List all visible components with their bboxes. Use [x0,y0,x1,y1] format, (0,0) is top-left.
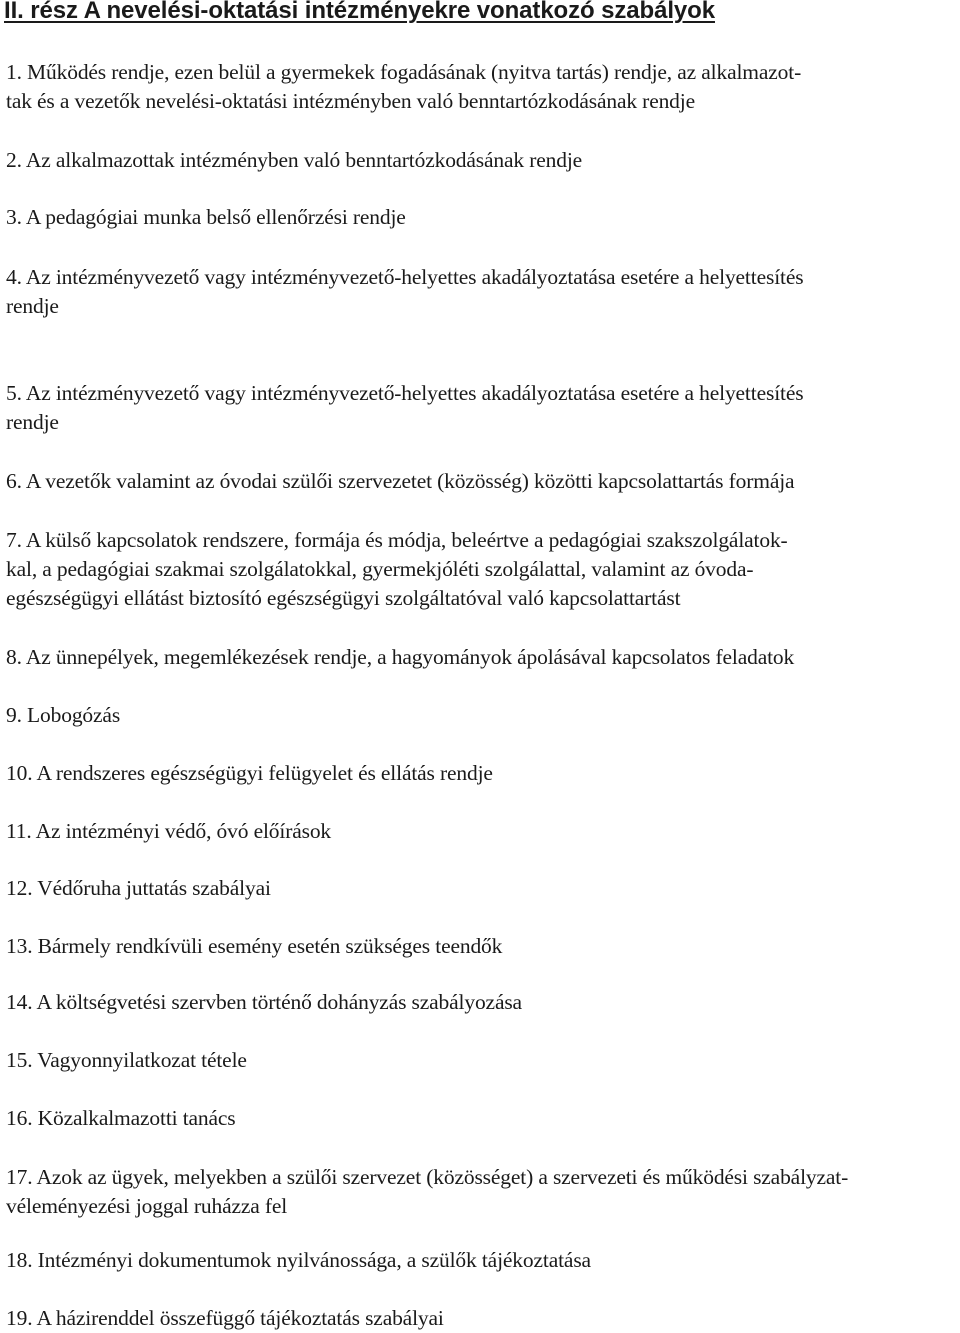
list-item-14 [6,988,522,1017]
item-4-line-2: rendje [6,294,59,318]
list-item-2 [6,146,582,175]
list-item-13 [6,932,502,961]
list-item-4 [6,263,803,321]
list-item-8 [6,643,794,672]
item-3-line-1: 3. A pedagógiai munka belső ellenőrzési rendje [6,205,406,229]
item-4-line-1: 4. Az intézményvezető vagy intézményvezető-helyettes akadályoztatása esetére a helyettesítés [6,265,804,289]
list-item-19 [6,1304,444,1333]
item-12-line-1: 12. Védőruha juttatás szabályai [6,876,271,900]
section-title: II. rész A nevelési-oktatási intézményekre vonatkozó szabályok [4,0,715,24]
item-6-line-1: 6. A vezetők valamint az óvodai szülői szervezetet (közösség) közötti kapcsolattartás formája [6,469,795,493]
item-7-line-1: 7. A külső kapcsolatok rendszere, formája és módja, beleértve a pedagógiai szakszolgálatok- [6,528,788,552]
list-item-17 [6,1163,848,1221]
list-item-3 [6,203,406,232]
item-1-line-2: tak és a vezetők nevelési-oktatási intézményben való benntartózkodásának rendje [6,89,696,113]
item-18-line-1: 18. Intézményi dokumentumok nyilvánossága, a szülők tájékoztatása [6,1248,591,1272]
item-7-line-2: kal, a pedagógiai szakmai szolgálatokkal, gyermekjóléti szolgálattal, valamint az óvoda- [6,557,754,581]
item-2-line-1: 2. Az alkalmazottak intézményben való benntartózkodásának rendje [6,148,583,172]
list-item-9 [6,701,120,730]
item-7-line-3: egészségügyi ellátást biztosító egészségügyi szolgáltatóval való kapcsolattartást [6,586,681,610]
list-item-16 [6,1104,236,1133]
item-5-line-1: 5. Az intézményvezető vagy intézményvezető-helyettes akadályoztatása esetére a helyettesítés [6,381,804,405]
list-item-5 [6,379,803,437]
list-item-15 [6,1046,247,1075]
item-16-line-1: 16. Közalkalmazotti tanács [6,1106,236,1130]
item-8-line-1: 8. Az ünnepélyek, megemlékezések rendje, a hagyományok ápolásával kapcsolatos feladatok [6,645,795,669]
item-14-line-1: 14. A költségvetési szervben történő dohányzás szabályozása [6,990,522,1014]
list-item-11 [6,817,331,846]
list-item-18 [6,1246,591,1275]
item-9-line-1: 9. Lobogózás [6,703,121,727]
list-item-10 [6,759,493,788]
list-item-1 [6,58,801,116]
item-11-line-1: 11. Az intézményi védő, óvó előírások [6,819,332,843]
item-13-line-1: 13. Bármely rendkívüli esemény esetén szükséges teendők [6,934,503,958]
list-item-12 [6,874,271,903]
item-19-line-1: 19. A házirenddel összefüggő tájékoztatás szabályai [6,1306,444,1330]
item-15-line-1: 15. Vagyonnyilatkozat tétele [6,1048,247,1072]
item-10-line-1: 10. A rendszeres egészségügyi felügyelet és ellátás rendje [6,761,493,785]
item-17-line-2: véleményezési joggal ruházza fel [6,1194,288,1218]
item-5-line-2: rendje [6,410,59,434]
item-17-line-1: 17. Azok az ügyek, melyekben a szülői szervezet (közösséget) a szervezeti és működési szabályzat- [6,1165,849,1189]
list-item-6 [6,467,794,496]
item-1-line-1: 1. Működés rendje, ezen belül a gyermekek fogadásának (nyitva tartás) rendje, az alkalmazot- [6,60,802,84]
list-item-7 [6,526,788,613]
